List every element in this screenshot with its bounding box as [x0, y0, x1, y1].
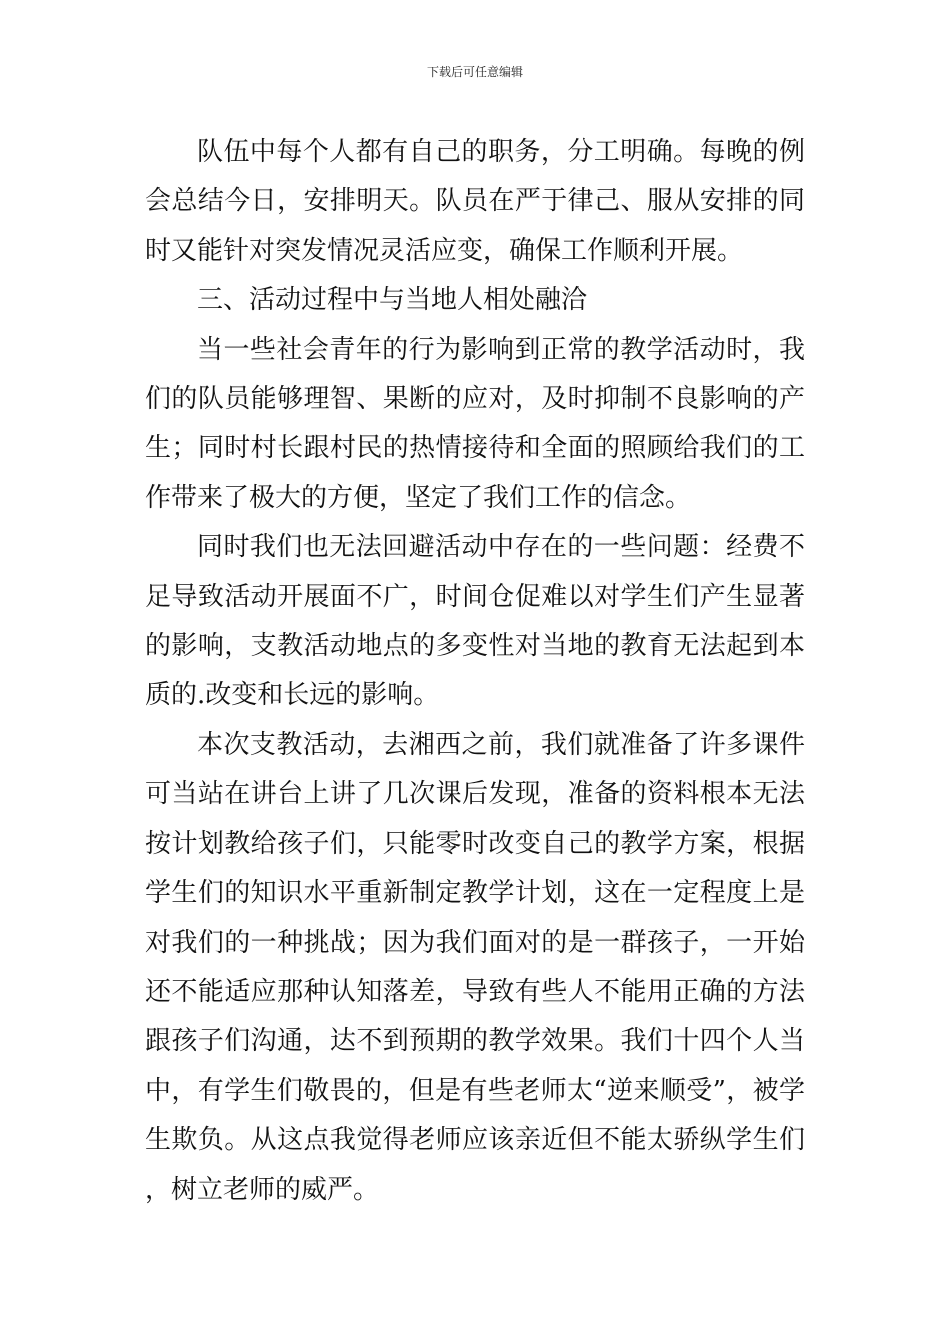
section-heading-local-relations: 三、活动过程中与当地人相处融洽 — [197, 285, 588, 316]
paragraph-existing-problems: 同时我们也无法回避活动中存在的一些问题：经费不足导致活动开展面不广，时间仓促难以对学生们产生显著的影响，支教活动地点的多变性对当地的教育无法起到本质的.改变和长远的影响。 — [145, 532, 805, 711]
document-body — [145, 128, 805, 1215]
paragraph-teaching-reflection: 本次支教活动，去湘西之前，我们就准备了许多课件可当站在讲台上讲了几次课后发现，准备的资料根本无法按计划教给孩子们，只能零时改变自己的教学方案，根据学生们的知识水平重新制定教学计划，这在一定程度上是对我们的一种挑战；因为我们面对的是一群孩子，一开始还不能适应那种认知落差，导致有些人不能用正确的方法跟孩子们沟通，达不到预期的教学效果。我们十四个人当中，有学生们敬畏的，但是有些老师太“逆来顺受”，被学生欺负。从这点我觉得老师应该亲近但不能太骄纵学生们，树立老师的威严。 — [145, 729, 805, 1205]
paragraph-handling-incidents: 当一些社会青年的行为影响到正常的教学活动时，我们的队员能够理智、果断的应对，及时抑制不良影响的产生；同时村长跟村民的热情接待和全面的照顾给我们的工作带来了极大的方便，坚定了我们工作的信念。 — [145, 334, 805, 513]
paragraph-team-duties: 队伍中每个人都有自己的职务，分工明确。每晚的例会总结今日，安排明天。队员在严于律己、服从安排的同时又能针对突发情况灵活应变，确保工作顺利开展。 — [145, 137, 805, 266]
page-header-note: 下载后可任意编辑 — [426, 65, 523, 79]
